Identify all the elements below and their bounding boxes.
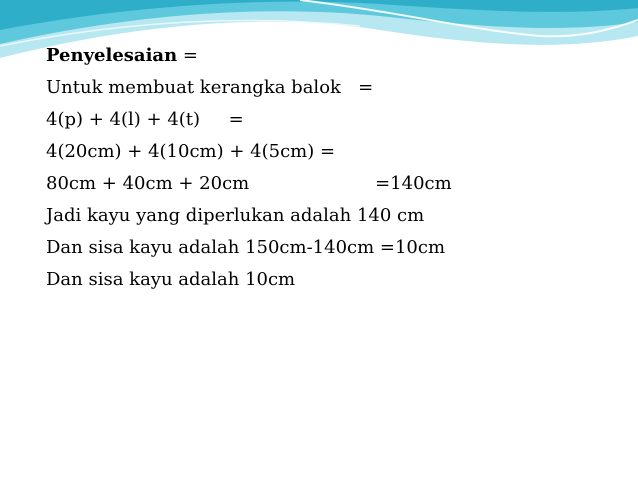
text-line-4: 80cm + 40cm + 20cm =140cm (46, 173, 452, 194)
heading-line (46, 40, 616, 72)
text-line-7: Dan sisa kayu adalah 10cm (46, 269, 296, 290)
text-line-2: 4(p) + 4(l) + 4(t) = (46, 109, 244, 130)
text-line-5: Jadi kayu yang diperlukan adalah 140 cm (46, 205, 425, 226)
text-line-6: Dan sisa kayu adalah 150cm-140cm =10cm (46, 237, 446, 258)
text-line-3: 4(20cm) + 4(10cm) + 4(5cm) = (46, 141, 336, 162)
heading-equals: = (177, 45, 198, 66)
text-line-1: Untuk membuat kerangka balok = (46, 77, 374, 98)
heading-text: Penyelesaian (46, 45, 178, 66)
slide-content (46, 40, 616, 296)
